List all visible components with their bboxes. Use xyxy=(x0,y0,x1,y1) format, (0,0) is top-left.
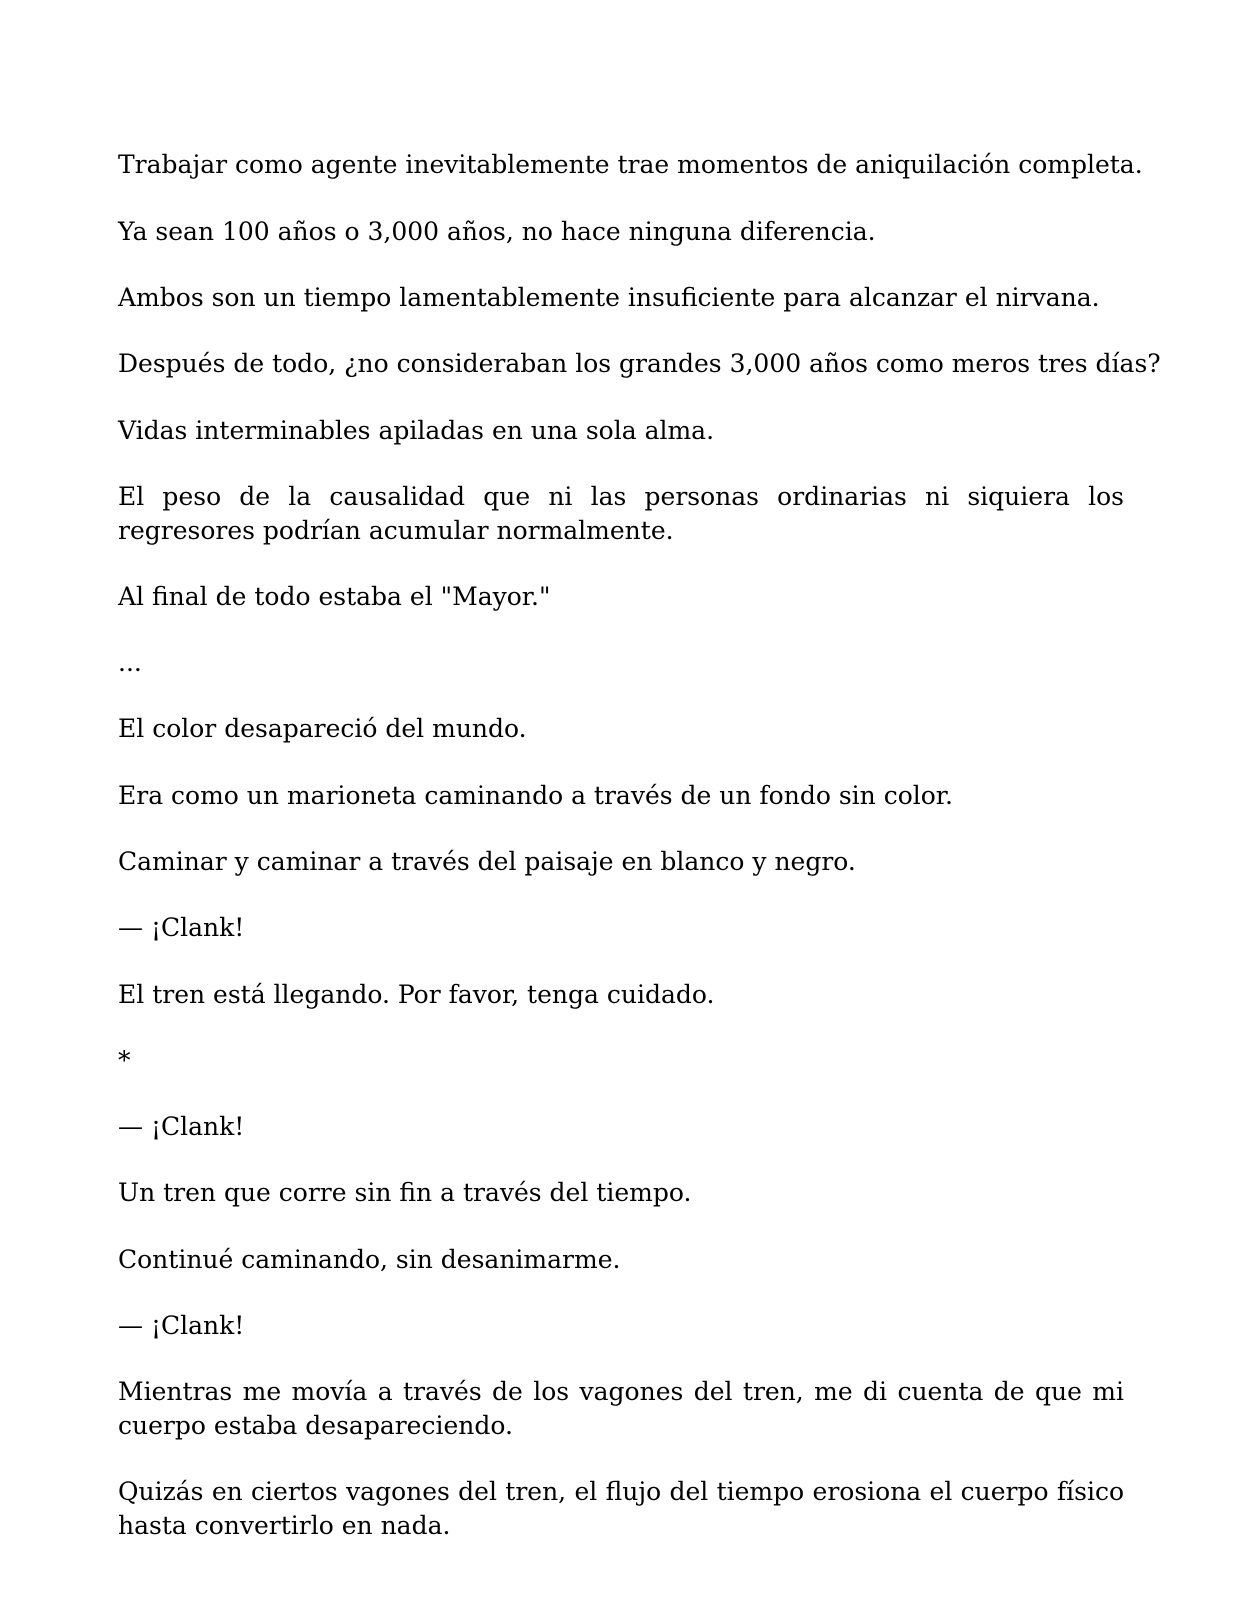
paragraph: — ¡Clank! xyxy=(118,1311,245,1340)
paragraph: Vidas interminables apiladas en una sola alma. xyxy=(118,416,715,445)
paragraph: Quizás en ciertos vagones del tren, el flujo del tiempo erosiona el cuerpo físico hasta convertirlo en nada. xyxy=(118,1477,1124,1540)
paragraph: El color desapareció del mundo. xyxy=(118,714,527,743)
paragraph: Continué caminando, sin desanimarme. xyxy=(118,1245,621,1274)
paragraph: Un tren que corre sin fin a través del tiempo. xyxy=(118,1178,692,1207)
paragraph: Ya sean 100 años o 3,000 años, no hace ninguna diferencia. xyxy=(118,217,876,246)
paragraph: Después de todo, ¿no consideraban los grandes 3,000 años como meros tres días? xyxy=(118,349,1161,378)
paragraph: El peso de la causalidad que ni las personas ordinarias ni siquiera los regresores podrían acumular normalmente. xyxy=(118,482,1124,545)
ellipsis-separator: ... xyxy=(118,648,142,677)
paragraph: Caminar y caminar a través del paisaje en blanco y negro. xyxy=(118,847,856,876)
paragraph: — ¡Clank! xyxy=(118,1112,245,1141)
scene-break: * xyxy=(118,1046,131,1075)
paragraph: Mientras me movía a través de los vagones del tren, me di cuenta de que mi cuerpo estaba desapareciendo. xyxy=(118,1377,1124,1440)
paragraph: — ¡Clank! xyxy=(118,913,245,942)
paragraph: Trabajar como agente inevitablemente trae momentos de aniquilación completa. xyxy=(118,150,1143,179)
paragraph: Al final de todo estaba el "Mayor." xyxy=(118,582,551,611)
paragraph: Era como un marioneta caminando a través de un fondo sin color. xyxy=(118,781,953,810)
paragraph: Ambos son un tiempo lamentablemente insuficiente para alcanzar el nirvana. xyxy=(118,283,1100,312)
paragraph: El tren está llegando. Por favor, tenga cuidado. xyxy=(118,980,715,1009)
